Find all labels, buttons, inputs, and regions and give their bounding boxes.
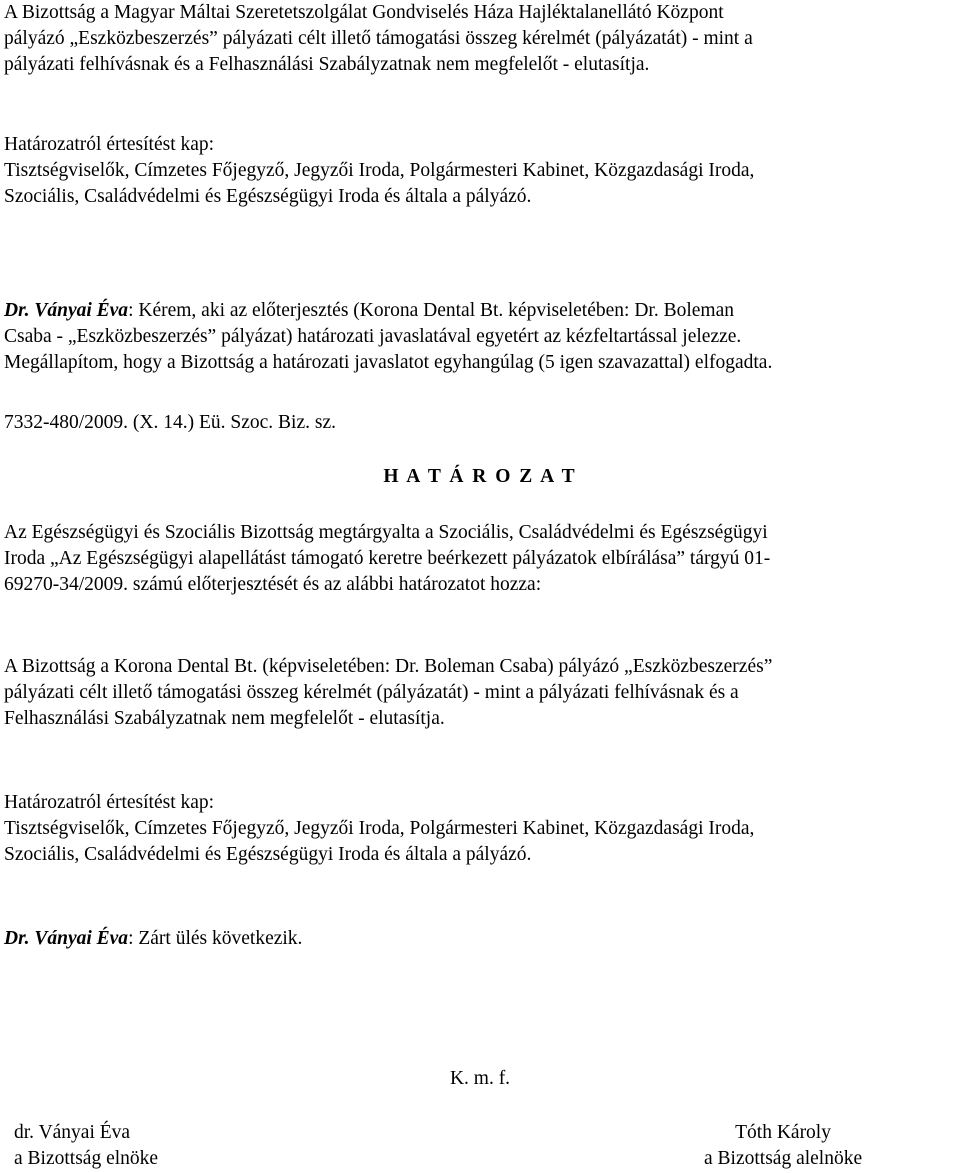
chair-statement-2 <box>4 926 956 952</box>
text-line: Megállapítom, hogy a Bizottság a határozati javaslatot egyhangúlag (5 igen szavazattal) elfogadta. <box>4 352 773 373</box>
text-line: Tisztségviselők, Címzetes Főjegyző, Jegyzői Iroda, Polgármesteri Kabinet, Közgazdasági Iroda, <box>4 818 755 839</box>
text-line: pályázó „Eszközbeszerzés” pályázati célt illető támogatási összeg kérelmét (pályázatát) - mint a <box>4 28 753 49</box>
right-signer-name: Tóth Károly <box>735 1122 831 1143</box>
left-signer-name: dr. Ványai Éva <box>14 1122 131 1143</box>
text-line: 69270-34/2009. számú előterjesztését és az alábbi határozatot hozza: <box>4 574 542 595</box>
kmf-line <box>4 1066 956 1092</box>
speaker-name: Dr. Ványai Éva <box>4 928 129 949</box>
text-line: Az Egészségügyi és Szociális Bizottság megtárgyalta a Szociális, Családvédelmi és Egészségügyi <box>4 522 768 543</box>
text-line: A Bizottság a Magyar Máltai Szeretetszolgálat Gondviselés Háza Hajléktalanellátó Központ <box>4 2 724 23</box>
right-signature-block <box>704 1120 862 1172</box>
notice-heading: Határozatról értesítést kap: <box>4 134 215 155</box>
text-line: Csaba - „Eszközbeszerzés” pályázat) határozati javaslatával egyetért az kézfeltartással jelezze. <box>4 326 742 347</box>
left-signer-role: a Bizottság elnöke <box>14 1148 159 1169</box>
text-line: Tisztségviselők, Címzetes Főjegyző, Jegyzői Iroda, Polgármesteri Kabinet, Közgazdasági Iroda, <box>4 160 755 181</box>
left-signature-block <box>14 1120 158 1172</box>
right-signer-role: a Bizottság alelnöke <box>704 1148 863 1169</box>
speaker-text: : Kérem, aki az előterjesztés (Korona Dental Bt. képviseletében: Dr. Boleman <box>128 300 734 321</box>
rejection-paragraph-2 <box>4 654 956 732</box>
rejection-paragraph-1 <box>4 0 956 78</box>
text-line <box>4 298 956 324</box>
resolution-number-text: 7332-480/2009. (X. 14.) Eü. Szoc. Biz. sz. <box>4 412 336 433</box>
text-line <box>4 926 956 952</box>
kmf-text: K. m. f. <box>449 1068 511 1089</box>
resolution-number <box>4 410 956 436</box>
text-line: Szociális, Családvédelmi és Egészségügyi Iroda és általa a pályázó. <box>4 844 532 865</box>
text-line: Felhasználási Szabályzatnak nem megfelelőt - elutasítja. <box>4 708 445 729</box>
resolution-title <box>4 464 956 490</box>
text-line: Iroda „Az Egészségügyi alapellátást támogató keretre beérkezett pályázatok elbírálása” tárgyú 01- <box>4 548 771 569</box>
text-line: pályázati célt illető támogatási összeg kérelmét (pályázatát) - mint a pályázati felhívásnak és a <box>4 682 739 703</box>
resolution-title-text: H A T Á R O Z A T <box>383 466 577 487</box>
chair-statement-1 <box>4 298 956 376</box>
resolution-intro-paragraph <box>4 520 956 598</box>
speaker-name: Dr. Ványai Éva <box>4 300 129 321</box>
text-line: A Bizottság a Korona Dental Bt. (képviseletében: Dr. Boleman Csaba) pályázó „Eszközbeszerzés” <box>4 656 773 677</box>
speaker-text: : Zárt ülés következik. <box>128 928 303 949</box>
notice-block-1 <box>4 132 956 210</box>
text-line: Szociális, Családvédelmi és Egészségügyi Iroda és általa a pályázó. <box>4 186 532 207</box>
notice-heading: Határozatról értesítést kap: <box>4 792 215 813</box>
notice-block-2 <box>4 790 956 868</box>
text-line: pályázati felhívásnak és a Felhasználási Szabályzatnak nem megfelelőt - elutasítja. <box>4 54 650 75</box>
